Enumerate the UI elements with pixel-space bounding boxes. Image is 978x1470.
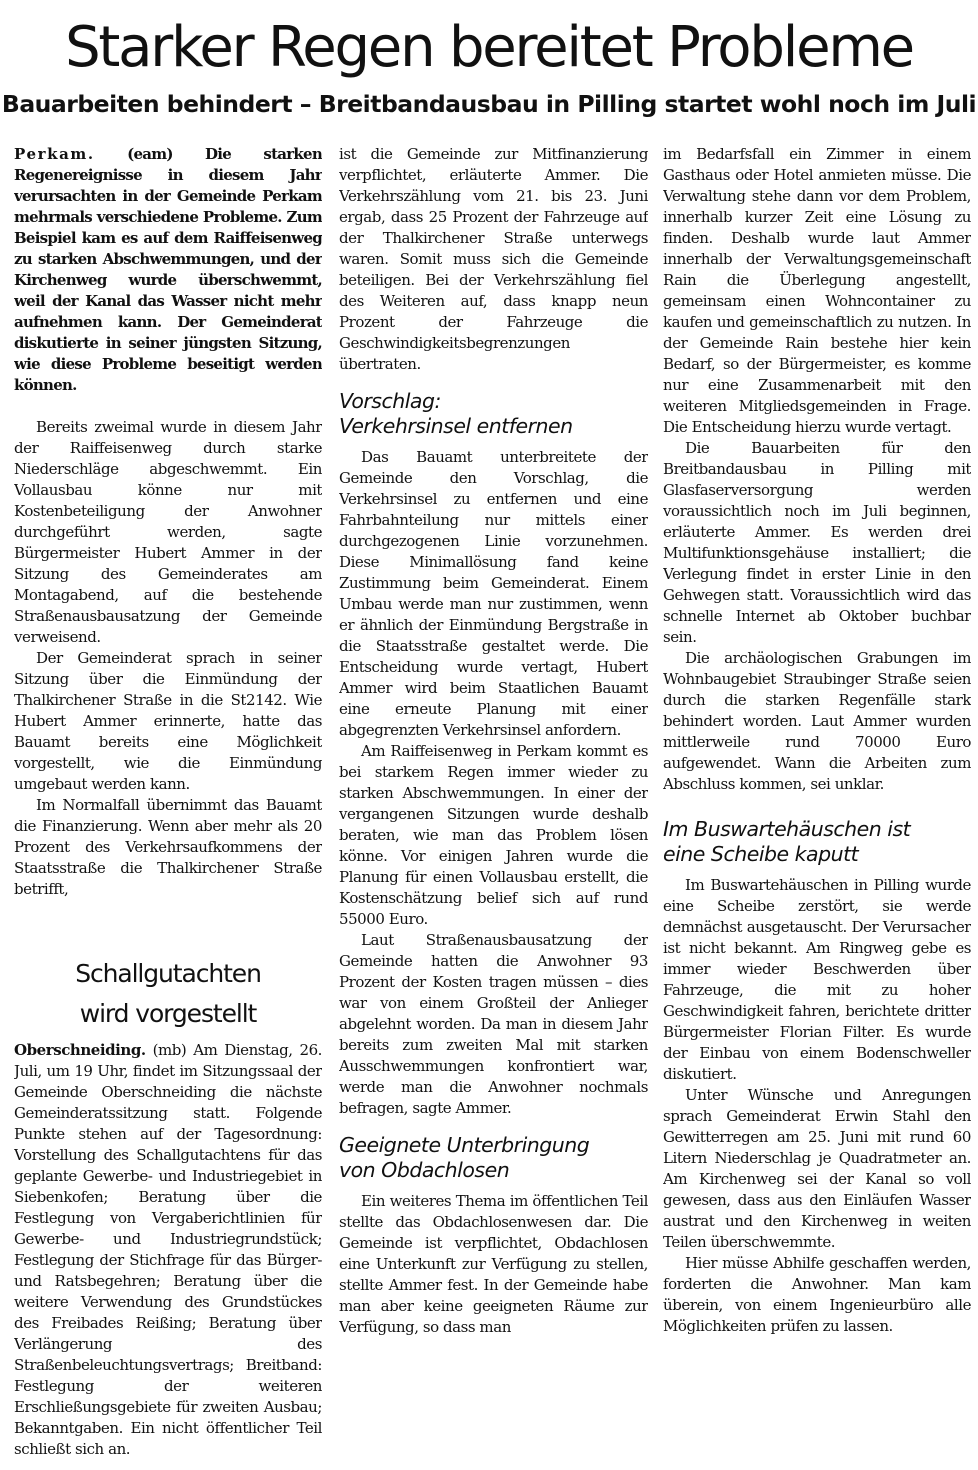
- subheading-obdachlose: [339, 1133, 648, 1183]
- body-paragraph: Im Normalfall übernimmt das Bauamt die Finanzierung. Wenn aber mehr als 20 Prozent des Verkehrsaufkommens der Staatsstraße die Thalkirchener Straße betrifft,: [14, 796, 322, 898]
- box-headline: [14, 954, 322, 1034]
- column-2: [339, 144, 648, 1468]
- lead-text: (eam) Die starken Regenereignisse in diesem Jahr verursachten in der Gemeinde Perkam mehrmals verschiedene Probleme. Zum Beispiel kam es auf dem Raiffeisenweg zu starken Abschwemmungen, und der Kirchenweg wurde überschwemmt, weil der Kanal das Wasser nicht mehr aufnehmen kann. Der Gemeinderat diskutierte in seiner jüngsten Sitzung, wie diese Probleme beseitigt werden können.: [14, 145, 322, 394]
- subheading-line-1: Geeignete Unterbringung: [339, 1133, 590, 1157]
- body-paragraph: Ein weiteres Thema im öffentlichen Teil stellte das Obdachlosenwesen dar. Die Gemeinde ist verpflichtet, Obdachlosen eine Unterkunft zur Verfügung zu stellen, stellte Ammer fest. In der Gemeinde habe man aber keine geeigneten Räume zur Verfügung, so dass man: [339, 1192, 648, 1336]
- body-paragraph: Unter Wünsche und Anregungen sprach Gemeinderat Erwin Stahl den Gewitterregen am 25. Juni mit rund 60 Litern Niederschlag je Quadratmeter an. Am Kirchenweg sei der Kanal so voll gewesen, dass aus den Einläufen Wasser austrat und den Kirchenweg in weiten Teilen überschwemmte.: [663, 1086, 971, 1251]
- dateline-place: Perkam.: [14, 145, 95, 163]
- subheading-line-2: von Obdachlosen: [339, 1158, 510, 1182]
- body-paragraph: Am Raiffeisenweg in Perkam kommt es bei starkem Regen immer wieder zu starken Abschwemmungen. In einer der vergangenen Sitzungen wurde deshalb beraten, wie man das Problem lösen könne. Vor einigen Jahren wurde die Planung für einen Vollausbau erstellt, die Kostenschätzung belief sich auf rund 55000 Euro.: [339, 742, 648, 928]
- body-paragraph: Das Bauamt unterbreitete der Gemeinde den Vorschlag, die Verkehrsinsel zu entfernen und eine Fahrbahnteilung nur mittels einer durchgezogenen Linie vorzunehmen. Diese Minimallösung fand keine Zustimmung beim Gemeinderat. Einem Umbau werde man nur zustimmen, wenn er ähnlich der Einmündung Bergstraße in die Staatsstraße gestaltet werde. Die Entscheidung wurde vertagt, Hubert Ammer wird beim Staatlichen Bauamt eine erneute Planung mit einer abgegrenzten Verkehrsinsel anfordern.: [339, 448, 648, 739]
- subheading-line-1: Im Buswartehäuschen ist: [663, 817, 911, 841]
- body-paragraph: Bereits zweimal wurde in diesem Jahr der Raiffeisenweg durch starke Niederschläge abgeschwemmt. Ein Vollausbau könne nur mit Kostenbeteiligung der Anwohner durchgeführt werden, sagte Bürgermeister Hubert Ammer in der Sitzung des Gemeinderates am Montagabend, auf die bestehende Straßenausbausatzung der Gemeinde verweisend.: [14, 418, 322, 646]
- body-paragraph: Hier müsse Abhilfe geschaffen werden, forderten die Anwohner. Man kam überein, von einem Ingenieurbüro alle Möglichkeiten prüfen zu lassen.: [663, 1254, 971, 1335]
- box-headline-line-1: Schallgutachten: [75, 959, 261, 988]
- article-subheadline: Bauarbeiten behindert – Breitbandausbau in Pilling startet wohl noch im Juli: [1, 90, 977, 118]
- body-paragraph: im Bedarfsfall ein Zimmer in einem Gasthaus oder Hotel anmieten müsse. Die Verwaltung stehe dann vor dem Problem, innerhalb kurzer Zeit eine Lösung zu finden. Deshalb wurde laut Ammer innerhalb der Verwaltungsgemeinschaft Rain die Überlegung angestellt, gemeinsam einen Wohncontainer zu kaufen und gemeinschaftlich zu nutzen. In der Gemeinde Rain bestehe hier kein Bedarf, so der Bürgermeister, es komme nur eine Zusammenarbeit mit den weiteren Mitgliedsgemeinden in Frage. Die Entscheidung hierzu wurde vertagt.: [663, 145, 971, 436]
- box-text: [14, 1040, 322, 1460]
- body-paragraph: Die Bauarbeiten für den Breitbandausbau in Pilling mit Glasfaserversorgung werden voraussichtlich noch im Juli beginnen, erläuterte Ammer. Es werden drei Multifunktionsgehäuse installiert; die Verlegung findet in erster Linie in den Gehwegen statt. Voraussichtlich wird das schnelle Internet ab Oktober buchbar sein.: [663, 439, 971, 646]
- box-headline-line-2: wird vorgestellt: [79, 999, 257, 1028]
- subheading-line-2: Verkehrsinsel entfernen: [339, 414, 573, 438]
- body-paragraph: Der Gemeinderat sprach in seiner Sitzung über die Einmündung der Thalkirchener Straße in die St2142. Wie Hubert Ammer erinnerte, hatte das Bauamt bereits eine Möglichkeit vorgestellt, wie die Einmündung umgebaut werden kann.: [14, 649, 322, 793]
- subheading-buswartehaeuschen: [663, 817, 971, 867]
- column-3: [663, 144, 971, 1468]
- box-dateline-place: Oberschneiding.: [14, 1041, 146, 1059]
- box-body: (mb) Am Dienstag, 26. Juli, um 19 Uhr, findet im Sitzungssaal der Gemeinde Oberschneiding die nächste Gemeinderatssitzung statt. Folgende Punkte stehen auf der Tagesordnung: Vorstellung des Schallgutachtens für das geplante Gewerbe- und Industriegebiet in Siebenkofen; Beratung über die Festlegung von Vergaberichtlinien für Gewerbe- und Industriegrundstück; Festlegung der Stichfrage für das Bürger- und Ratsbegehren; Beratung über die weitere Verwendung des Grundstückes des Freibades Reißing; Beratung über Verlängerung des Straßenbeleuchtungsvertrags; Breitband: Festlegung der weiteren Erschließungsgebiete für zweiten Ausbau; Bekanntgaben. Ein nicht öffentlicher Teil schließt sich an.: [14, 1041, 322, 1458]
- article-lead: [14, 144, 322, 396]
- article-headline: Starker Regen bereitet Probleme: [65, 15, 913, 80]
- body-paragraph: Laut Straßenausbausatzung der Gemeinde hatten die Anwohner 93 Prozent der Kosten tragen müssen – dies war von einem Großteil der Anlieger abgelehnt worden. Da man in diesem Jahr bereits zum zweiten Mal mit starken Ausschwemmungen konfrontiert war, werde man die Anwohner nochmals befragen, sagte Ammer.: [339, 931, 648, 1117]
- body-paragraph: Im Buswartehäuschen in Pilling wurde eine Scheibe zerstört, sie werde demnächst ausgetauscht. Der Verursacher ist nicht bekannt. Am Ringweg gebe es immer wieder Beschwerden über Fahrzeuge, die mit zu hoher Geschwindigkeit fahren, berichtete dritter Bürgermeister Florian Filter. Es wurde der Einbau von einem Bodenschweller diskutiert.: [663, 876, 971, 1083]
- column-1: [14, 144, 322, 1468]
- subheading-vorschlag: [339, 389, 648, 439]
- subheading-line-2: eine Scheibe kaputt: [663, 842, 859, 866]
- subheading-line-1: Vorschlag:: [339, 389, 441, 413]
- body-paragraph: Die archäologischen Grabungen im Wohnbaugebiet Straubinger Straße seien durch die starken Regenfälle stark behindert worden. Laut Ammer wurden mittlerweile rund 70000 Euro aufgewendet. Wann die Arbeiten zum Abschluss kommen, sei unklar.: [663, 649, 971, 793]
- body-paragraph: ist die Gemeinde zur Mitfinanzierung verpflichtet, erläuterte Ammer. Die Verkehrszählung vom 21. bis 23. Juni ergab, dass 25 Prozent der Fahrzeuge auf der Thalkirchener Straße unterwegs waren. Somit muss sich die Gemeinde beteiligen. Bei der Verkehrszählung fiel des Weiteren auf, dass knapp neun Prozent der Fahrzeuge die Geschwindigkeitsbegrenzungen übertraten.: [339, 145, 648, 373]
